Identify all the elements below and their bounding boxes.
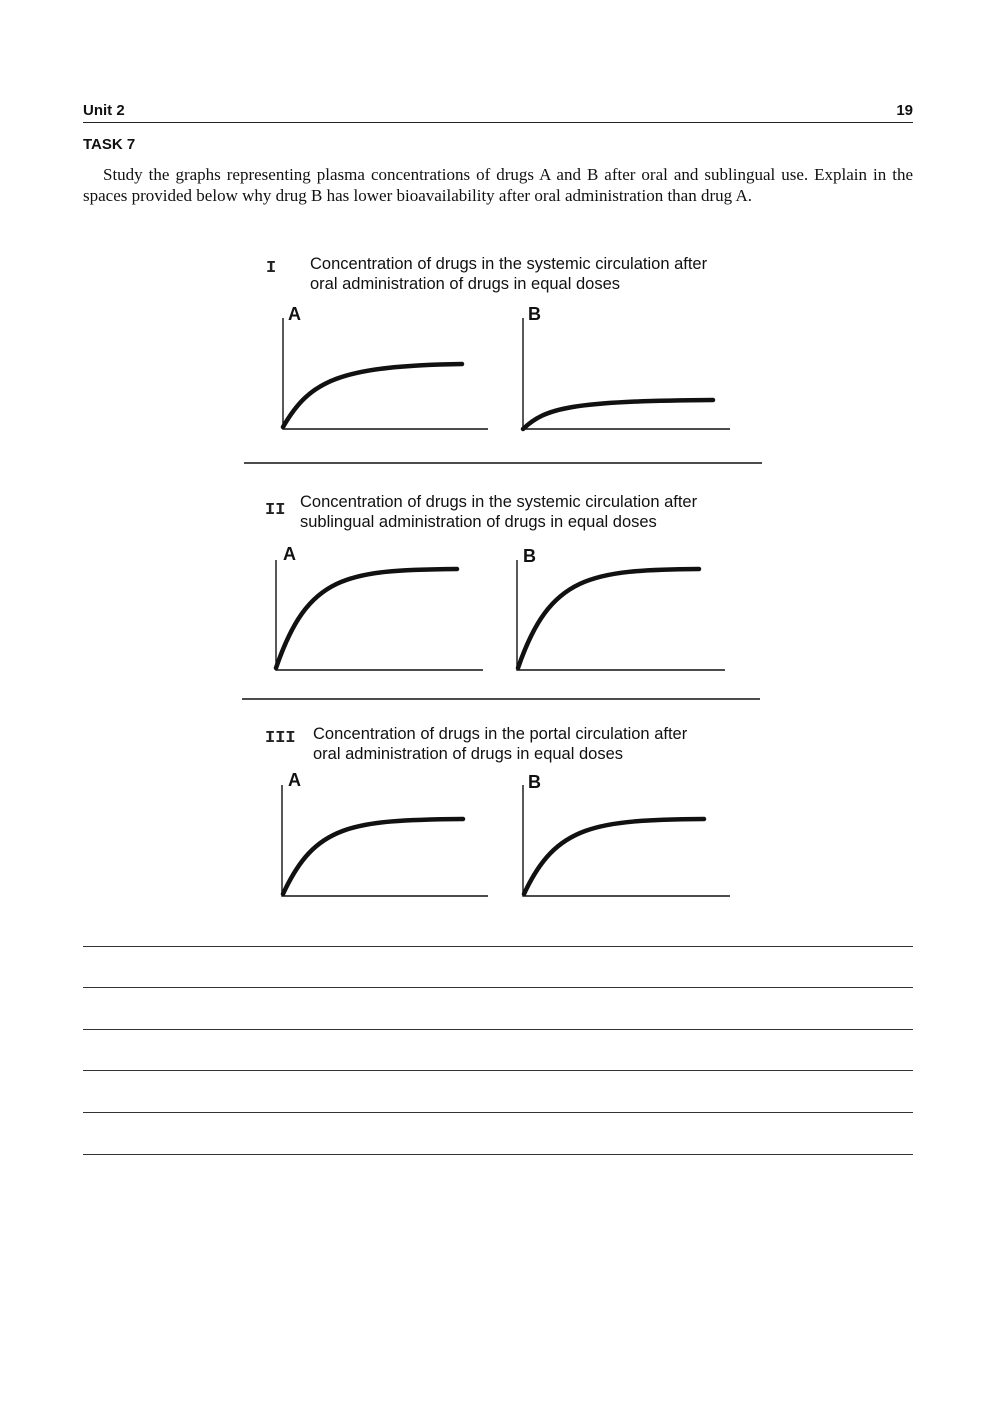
- panel-iii-graph-b-curve: [524, 819, 704, 894]
- panel-i-graph-b-label: B: [528, 304, 541, 324]
- panel-ii-graph-a-axes: [276, 560, 483, 670]
- panel-ii-graph-a-curve: [276, 569, 457, 668]
- answer-line[interactable]: [83, 1112, 913, 1113]
- panel-ii: [265, 493, 725, 670]
- panel-ii-graph-a-label: A: [283, 544, 296, 564]
- panel-iii-graph-a-axes: [282, 785, 488, 896]
- panel-i-graph-a-axes: [283, 318, 488, 429]
- panel-ii-graph-b-curve: [518, 569, 699, 668]
- panel-ii-numeral: II: [265, 501, 286, 520]
- unit-label: Unit 2: [83, 102, 125, 119]
- panel-i-graph-a-curve: [283, 364, 462, 427]
- panel-iii-numeral: III: [265, 729, 296, 748]
- panel-iii-caption-line2: oral administration of drugs in equal doses: [313, 745, 624, 763]
- panel-iii-graph-b-label: B: [528, 772, 541, 792]
- panel-iii-graph-b-axes: [523, 785, 730, 896]
- panel-iii-graph-a-curve: [283, 819, 463, 894]
- panel-i-caption-line1: Concentration of drugs in the systemic circulation after: [310, 255, 708, 273]
- answer-line[interactable]: [83, 1029, 913, 1030]
- panel-ii-graph-b-label: B: [523, 546, 536, 566]
- task-instructions: Study the graphs representing plasma concentrations of drugs A and B after oral and sublingual use. Explain in the spaces provided below why drug B has lower bioavailability after oral administration than drug A.: [83, 165, 913, 205]
- panel-i-graph-b-curve: [523, 400, 713, 429]
- panel-i-graph-a-label: A: [288, 304, 301, 324]
- answer-line[interactable]: [83, 1154, 913, 1155]
- panel-ii-graph-b-axes: [517, 560, 725, 670]
- panel-i: [266, 255, 730, 429]
- answer-line[interactable]: [83, 987, 913, 988]
- panel-i-caption-line2: oral administration of drugs in equal doses: [310, 275, 621, 293]
- panel-iii-caption-line1: Concentration of drugs in the portal circulation after: [313, 725, 688, 743]
- answer-line[interactable]: [83, 1070, 913, 1071]
- panel-iii: [265, 725, 730, 896]
- panel-i-numeral: I: [266, 259, 277, 278]
- panel-iii-graph-a-label: A: [288, 770, 301, 790]
- page-number: 19: [896, 102, 913, 119]
- panel-ii-caption-line2: sublingual administration of drugs in equal doses: [300, 513, 657, 531]
- task-heading: TASK 7: [83, 136, 136, 153]
- panel-ii-caption-line1: Concentration of drugs in the systemic circulation after: [300, 493, 698, 511]
- answer-line[interactable]: [83, 946, 913, 947]
